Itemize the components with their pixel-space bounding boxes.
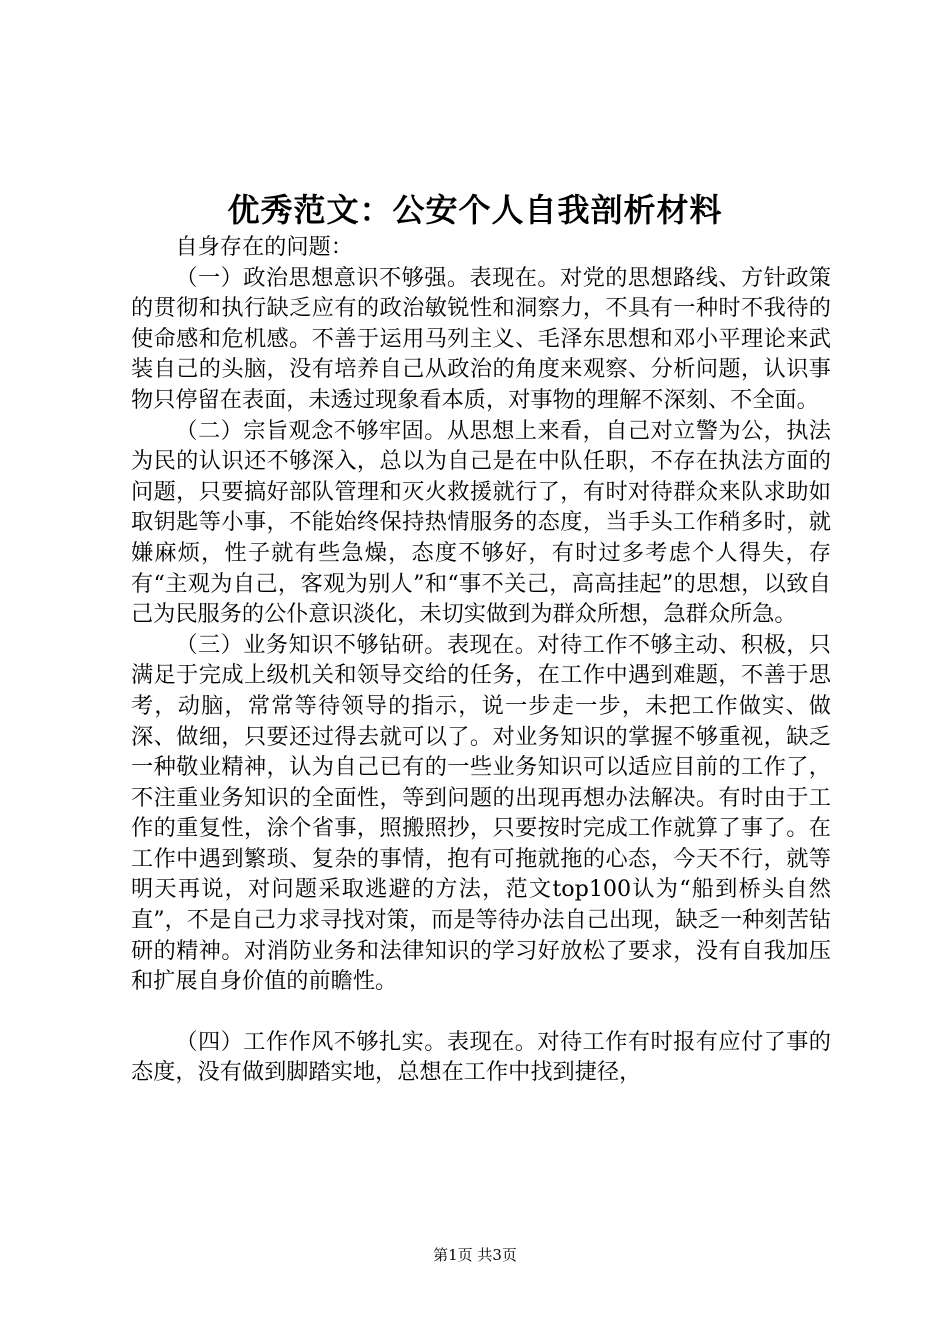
paragraph-intro: 自身存在的问题： [175, 234, 353, 260]
paragraph-1: （一）政治思想意识不够强。表现在。对党的思想路线、方针政策的贯彻和执行缺乏应有的政治敏锐性和洞察力，不具有一种时不我待的使命感和危机感。不善于运用马列主义、毛泽东思想和邓小平理论来武装自己的头脑，没有培养自己从政治的角度来观察、分析问题，认识事物只停留在表面，未透过现象看本质，对事物的理解不深刻、不全面。 [131, 264, 831, 413]
page-footer: 第1页 共3页 [433, 1246, 517, 1264]
paragraph-3: （三）业务知识不够钻研。表现在。对待工作不够主动、积极，只满足于完成上级机关和领导交给的任务，在工作中遇到难题，不善于思考，动脑，常常等待领导的指示，说一步走一步，未把工作做实、做深、做细，只要还过得去就可以了。对业务知识的掌握不够重视，缺乏一种敬业精神，认为自己已有的一些业务知识可以适应目前的工作了，不注重业务知识的全面性，等到问题的出现再想办法解决。有时由于工作的重复性，涂个省事，照搬照抄，只要按时完成工作就算了事了。在工作中遇到繁琐、复杂的事情，抱有可拖就拖的心态，今天不行，就等明天再说，对问题采取逃避的方法，范文top100认为“船到桥头自然直”，不是自己力求寻找对策，而是等待办法自己出现，缺乏一种刻苦钻研的精神。对消防业务和法律知识的学习好放松了要求，没有自我加压和扩展自身价值的前瞻性。 [131, 631, 831, 995]
document-title: 优秀范文：公安个人自我剖析材料 [227, 191, 723, 229]
paragraph-4: （四）工作作风不够扎实。表现在。对待工作有时报有应付了事的态度，没有做到脚踏实地，总想在工作中找到捷径， [131, 1028, 831, 1086]
paragraph-2: （二）宗旨观念不够牢固。从思想上来看，自己对立警为公，执法为民的认识还不够深入，总以为自己是在中队任职，不存在执法方面的问题，只要搞好部队管理和灭火救援就行了，有时对待群众来队求助如取钥匙等小事，不能始终保持热情服务的态度，当手头工作稍多时，就嫌麻烦，性子就有些急燥，态度不够好，有时过多考虑个人得失，存有“主观为自己，客观为别人”和“事不关己，高高挂起”的思想，以致自己为民服务的公仆意识淡化，未切实做到为群众所想，急群众所急。 [131, 417, 831, 628]
document-body [131, 232, 831, 1088]
